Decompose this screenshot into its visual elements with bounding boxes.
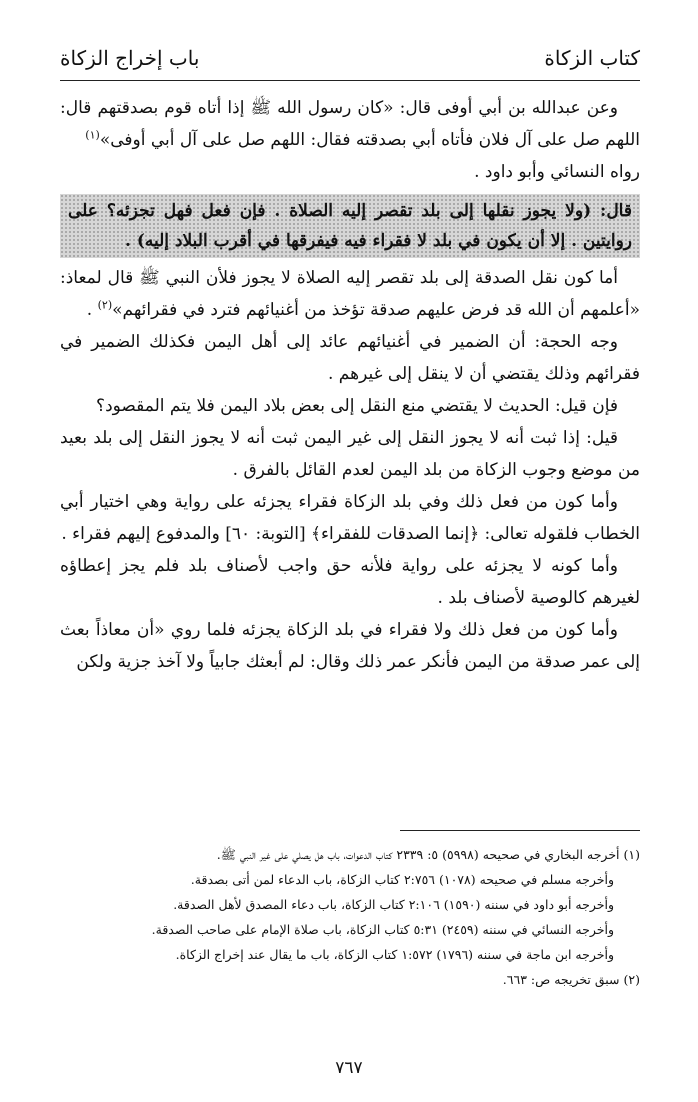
paragraph-second-narration: وأما كونه لا يجزئه على رواية فلأنه حق واجب لأصناف بلد فلم يجز إعطاؤه لغيرهم كالوصية لأصناف بلد . [60,556,640,608]
header-book-title: كتاب الزكاة [544,46,640,70]
paragraph-objection: فإن قيل: الحديث لا يقتضي منع النقل إلى بعض بلاد اليمن فلا يتم المقصود؟ [96,396,618,416]
paragraph-transfer-ruling: أما كون نقل الصدقة إلى بلد تقصر إليه الصلاة لا يجوز فلأن النبي ﷺ قال لمعاذ: «أعلمهم أن الله قد فرض عليهم صدقة تؤخذ من أغنيائهم فترد في فقرائهم»$^{(٢)}$ . [60,268,640,320]
footnote-ref-1: (١) [85,128,100,142]
paragraph-first-narration: وأما كون من فعل ذلك وفي بلد الزكاة فقراء يجزئه على رواية وهي اختيار أبي الخطاب فلقوله تعالى: ﴿إنما الصدقات للفقراء﴾ [التوبة: ٦٠] والمدفوع إليهم فقراء . [60,492,640,544]
footnote-1-abudawud: وأخرجه أبو داود في سننه (١٥٩٠) ٢:١٠٦ كتاب الزكاة، باب دعاء المصدق لأهل الصدقة. [173,897,614,912]
matn-highlight-box: قال: (ولا يجوز نقلها إلى بلد تقصر إليه الصلاة . فإن فعل فهل تجزئه؟ على روايتين . إلا أن يكون في بلد لا فقراء فيه فيفرقها في أقرب البلاد إليه) . [60,194,640,258]
footnote-1: (١) أخرجه البخاري في صحيحه (٥٩٩٨) ٥: ٢٣٣٩ كتاب الدعوات، باب هل يصلي على غير النبي ﷺ. [216,847,640,862]
footnote-1-ibnmajah: وأخرجه ابن ماجة في سننه (١٧٩٦) ١:٥٧٢ كتاب الزكاة، باب ما يقال عند إخراج الزكاة. [175,947,614,962]
footnote-1-muslim: وأخرجه مسلم في صحيحه (١٠٧٨) ٢:٧٥٦ كتاب الزكاة، باب الدعاء لمن أتى بصدقة. [190,872,614,887]
page-number: ٧٦٧ [335,1058,363,1078]
footnote-ref-2: (٢) [97,298,113,312]
footnote-1-nasai: وأخرجه النسائي في سننه (٢٤٥٩) ٥:٣١ كتاب الزكاة، باب صلاة الإمام على صاحب الصدقة. [151,922,614,937]
paragraph-hadith: وعن عبدالله بن أبي أوفى قال: «كان رسول الله ﷺ إذا أتاه قوم بصدقتهم قال: اللهم صل على آل فلان فأتاه أبي بصدقته فقال: اللهم صل على آل أبي أوفى»$^{(١)}$ [60,98,640,150]
main-text [60,92,640,678]
header-chapter-title: باب إخراج الزكاة [60,46,200,70]
paragraph-narration: رواه النسائي وأبو داود . [474,162,640,182]
paragraph-no-poor: وأما كون من فعل ذلك ولا فقراء في بلد الزكاة يجزئه فلما روي «أن معاذاً بعث إلى عمر صدقة من اليمن فأنكر عمر ذلك وقال: لم أبعثك جابياً ولا آخذ جزية ولكن [60,620,640,672]
paragraph-reply: قيل: إذا ثبت أنه لا يجوز النقل إلى غير اليمن ثبت أنه لا يجوز النقل إلى بلد بعيد من موضع وجوب الزكاة من بلد اليمن لعدم القائل بالفرق . [60,428,640,480]
running-header [60,40,640,76]
footnote-2: (٢) سبق تخريجه ص: ٦٦٣. [502,972,640,987]
footnotes [60,842,640,992]
header-divider [60,80,640,81]
paragraph-evidence: وجه الحجة: أن الضمير في أغنيائهم عائد إلى أهل اليمن فكذلك الضمير في فقرائهم وذلك يقتضي أن لا ينقل إلى غيرهم . [60,332,640,384]
footnote-divider [400,830,640,831]
